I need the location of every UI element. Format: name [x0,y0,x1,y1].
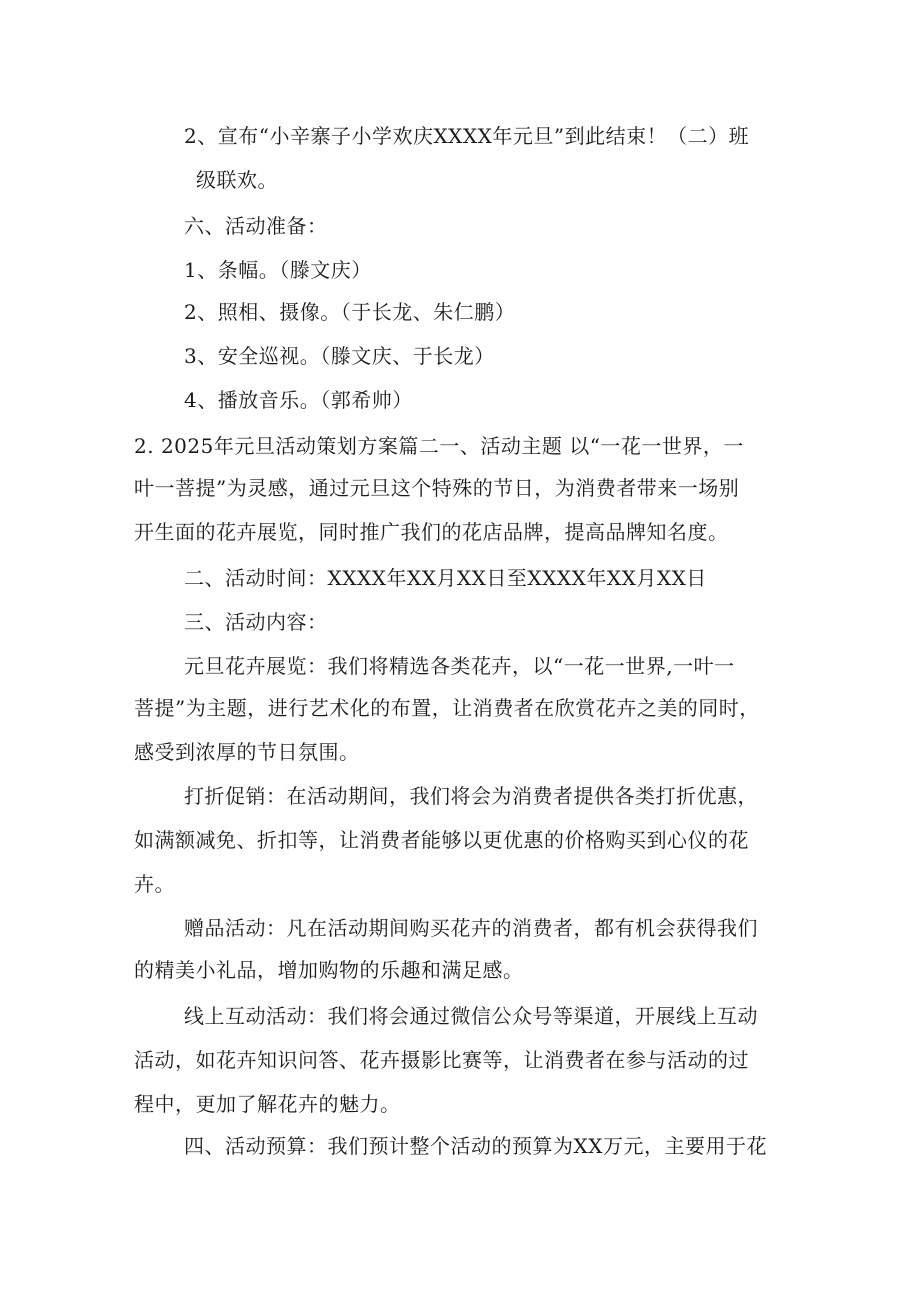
text-line: 感受到浓厚的节日氛围。 [134,740,360,764]
section-heading: 六、活动准备： [184,214,328,238]
list-item: 3、安全巡视。（滕文庆、于长龙） [184,344,495,368]
text-line: 2. 2025年元旦活动策划方案篇二一、活动主题 以“一花一世界，一 [134,434,744,458]
text-line: 菩提”为主题，进行艺术化的布置，让消费者在欣赏花卉之美的同时， [134,696,760,720]
text-line: 活动，如花卉知识问答、花卉摄影比赛等，让消费者在参与活动的过 [134,1048,749,1072]
text-line: 级联欢。 [196,168,278,192]
list-item: 2、照相、摄像。（于长龙、朱仁鹏） [184,300,516,324]
text-line: 程中，更加了解花卉的魅力。 [134,1092,401,1116]
section-heading: 四、活动预算：我们预计整个活动的预算为XX万元，主要用于花 [184,1134,767,1158]
section-heading: 二、活动时间：XXXX年XX月XX日至XXXX年XX月XX日 [184,566,707,590]
text-line: 赠品活动：凡在活动期间购买花卉的消费者，都有机会获得我们 [184,916,758,940]
text-line: 元旦花卉展览：我们将精选各类花卉，以“一花一世界,一叶一 [184,654,735,678]
text-line: 打折促销：在活动期间，我们将会为消费者提供各类打折优惠， [184,784,758,808]
list-item: 4、播放音乐。（郭希帅） [184,388,413,412]
text-line: 叶一菩提”为灵感，通过元旦这个特殊的节日，为消费者带来一场别 [134,476,740,500]
text-line: 的精美小礼品，增加购物的乐趣和满足感。 [134,958,524,982]
section-heading: 三、活动内容： [184,610,328,634]
list-item: 1、条幅。（滕文庆） [184,258,372,282]
text-line: 如满额减免、折扣等，让消费者能够以更优惠的价格购买到心仪的花 [134,828,749,852]
text-line: 开生面的花卉展览，同时推广我们的花店品牌，提高品牌知名度。 [134,520,729,544]
text-line: 卉。 [134,872,175,896]
text-line: 2、宣布“小辛寨子小学欢庆XXXX年元旦”到此结束！（二）班 [184,124,750,148]
text-line: 线上互动活动：我们将会通过微信公众号等渠道，开展线上互动 [184,1004,758,1028]
